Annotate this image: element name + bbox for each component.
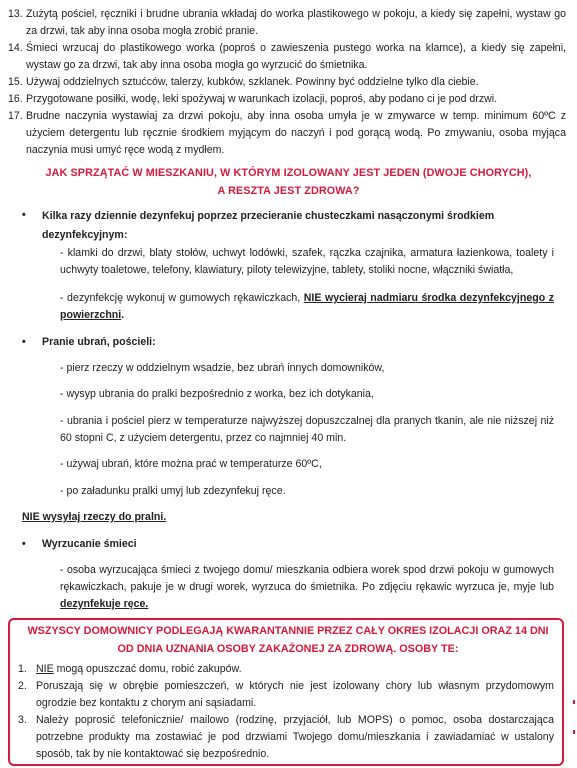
gloves-emphasis: NIE wycieraj nadmiaru środka dezynfekcyjnego z powierzchni (60, 292, 554, 321)
list-item-14 (8, 40, 566, 74)
bullet-laundry (22, 334, 552, 351)
quarantine-heading-line-2: OD DNIA UZNANIA OSOBY ZAKAŻONEJ ZA ZDROWĄ. OSOBY TE: (117, 643, 459, 656)
bullet-icon: • (22, 209, 26, 221)
gloves-text: - dezynfekcję wykonuj w gumowych rękawiczkach, (60, 292, 304, 304)
edge-mark (573, 730, 575, 734)
list-number: 13. (8, 8, 23, 20)
numbered-list-top (8, 6, 566, 158)
list-text (36, 661, 554, 678)
laundry-item: - wysyp ubrania do pralki bezpośrednio z worka, bez ich dotykania, (60, 388, 374, 400)
list-item-15 (8, 74, 566, 91)
list-item-16 (8, 91, 566, 108)
bullet-trash (22, 536, 552, 553)
list-number: 17. (8, 109, 23, 122)
list-text: Śmieci wrzucaj do plastikowego worka (poproś o zawieszenia pustego worka na klamce), a kiedy się zapełni, wystaw go za drzwi, tak aby inna osoba mogła go wyrzucić do śmietnika. (26, 41, 566, 71)
disinfect-item-gloves (60, 290, 554, 324)
heading-line-2: A RESZTA JEST ZDROWA? (217, 185, 360, 198)
edge-mark (573, 700, 575, 704)
disinfect-item-surfaces: - klamki do drzwi, blaty stołów, uchwyt lodówki, szafek, rączka czajnika, armatura łazienkowa, toalety i uchwyty toaletowe, telefony, klawiatury, piloty telewizyjne, tablety, stoliki nocne, włączniki światła, (60, 247, 554, 276)
laundry-item: - ubrania i pościel pierz w temperaturze najwyższej dopuszczalnej dla pranych tkanin, ale nie niższej niż 60 stopni C, z użyciem detergentu, przez co najmniej 40 min. (60, 415, 554, 444)
list-number: 1. (18, 663, 27, 675)
laundry-note: NIE wysyłaj rzeczy do pralni. (22, 511, 167, 523)
list-number: 2. (18, 679, 27, 692)
list-number: 15. (8, 75, 23, 88)
quarantine-heading-line-1: WSZYSCY DOMOWNICY PODLEGAJĄ KWARANTANNIE PRZEZ CAŁY OKRES IZOLACJI ORAZ 14 DNI (27, 625, 549, 637)
list-item-13 (8, 6, 566, 40)
bullet-title: Kilka razy dziennie dezynfekuj poprzez przecieranie chusteczkami nasączonymi środkiem dezynfekcyjnym: (42, 210, 495, 241)
trash-item (60, 562, 554, 613)
list-number: 16. (8, 92, 23, 105)
item-text: mogą opuszczać domu, robić zakupów. (53, 663, 242, 675)
list-number: 14. (8, 41, 23, 54)
quarantine-item-3 (18, 712, 554, 763)
laundry-item: - używaj ubrań, które można prać w temperaturze 60ºC, (60, 458, 322, 470)
bullet-title: Pranie ubrań, pościeli: (42, 336, 156, 348)
gloves-period: . (121, 308, 125, 321)
bullet-title: Wyrzucanie śmieci (42, 538, 137, 550)
list-text: Należy poprosić telefonicznie/ mailowo (rodzinę, przyjaciół, lub MOPS) o pomoc, osoba dostarczająca potrzebne produkty ma zostawiać je pod drzwiami Twojego domu/mieszkania i zawiadamiać w ustalony sposób, tak by nie kontaktować się bezpośrednio. (36, 713, 554, 760)
list-text: Brudne naczynia wystawiaj za drzwi pokoju, aby inna osoba umyła je w zmywarce w temp. minimum 60ºC z użyciem detergentu lub ręcznie środkiem myjącym do naczyń i pod gorącą wodą. Po zmywaniu, osoba myjąca naczynia musi umyć ręce wodą z mydłem. (26, 109, 566, 156)
quarantine-heading (14, 622, 562, 659)
trash-text: - osoba wyrzucająca śmieci z twojego domu/ mieszkania odbiera worek spod drzwi pokoju w gumowych rękawiczkach, pakuje je w drugi worek, wyrzuca do śmietnika. Po zdjęciu rękawic wyrzuca je, myje lub (60, 564, 554, 593)
quarantine-list (18, 661, 554, 763)
bullet-icon: • (22, 538, 26, 550)
heading-line-1: JAK SPRZĄTAĆ W MIESZKANIU, W KTÓRYM IZOLOWANY JEST JEDEN (DWOJE CHORYCH), (45, 167, 532, 179)
laundry-item: - po załadunku pralki umyj lub zdezynfekuj ręce. (60, 485, 286, 497)
list-item-17 (8, 108, 566, 159)
bullet-icon: • (22, 336, 26, 348)
list-text: Używaj oddzielnych sztućców, talerzy, kubków, szklanek. Powinny być oddzielne tylko dla ciebie. (26, 75, 479, 88)
quarantine-item-2 (18, 678, 554, 712)
trash-emphasis: dezynfekuje ręce. (60, 597, 149, 610)
section-heading-cleaning (20, 164, 557, 201)
quarantine-item-1 (18, 661, 554, 678)
list-text: Zużytą pościel, ręczniki i brudne ubrania wkładaj do worka plastikowego w pokoju, a kiedy się zapełni, wystaw go za drzwi, tak aby inna osoba mogła zrobić pranie. (26, 8, 566, 37)
not-emphasis: NIE (36, 663, 54, 675)
list-number: 3. (18, 713, 27, 726)
laundry-item: - pierz rzeczy w oddzielnym wsadzie, bez ubrań innych domowników, (60, 362, 385, 374)
list-text: Przygotowane posiłki, wodę, leki spożywaj w warunkach izolacji, poproś, aby podano ci je pod drzwi. (26, 92, 498, 105)
bullet-disinfect (22, 207, 552, 244)
list-text: Poruszają się w obrębie pomieszczeń, w których nie jest izolowany chory lub własnym przydomowym ogrodzie bez kontaktu z chorym ani sąsiadami. (36, 679, 554, 709)
